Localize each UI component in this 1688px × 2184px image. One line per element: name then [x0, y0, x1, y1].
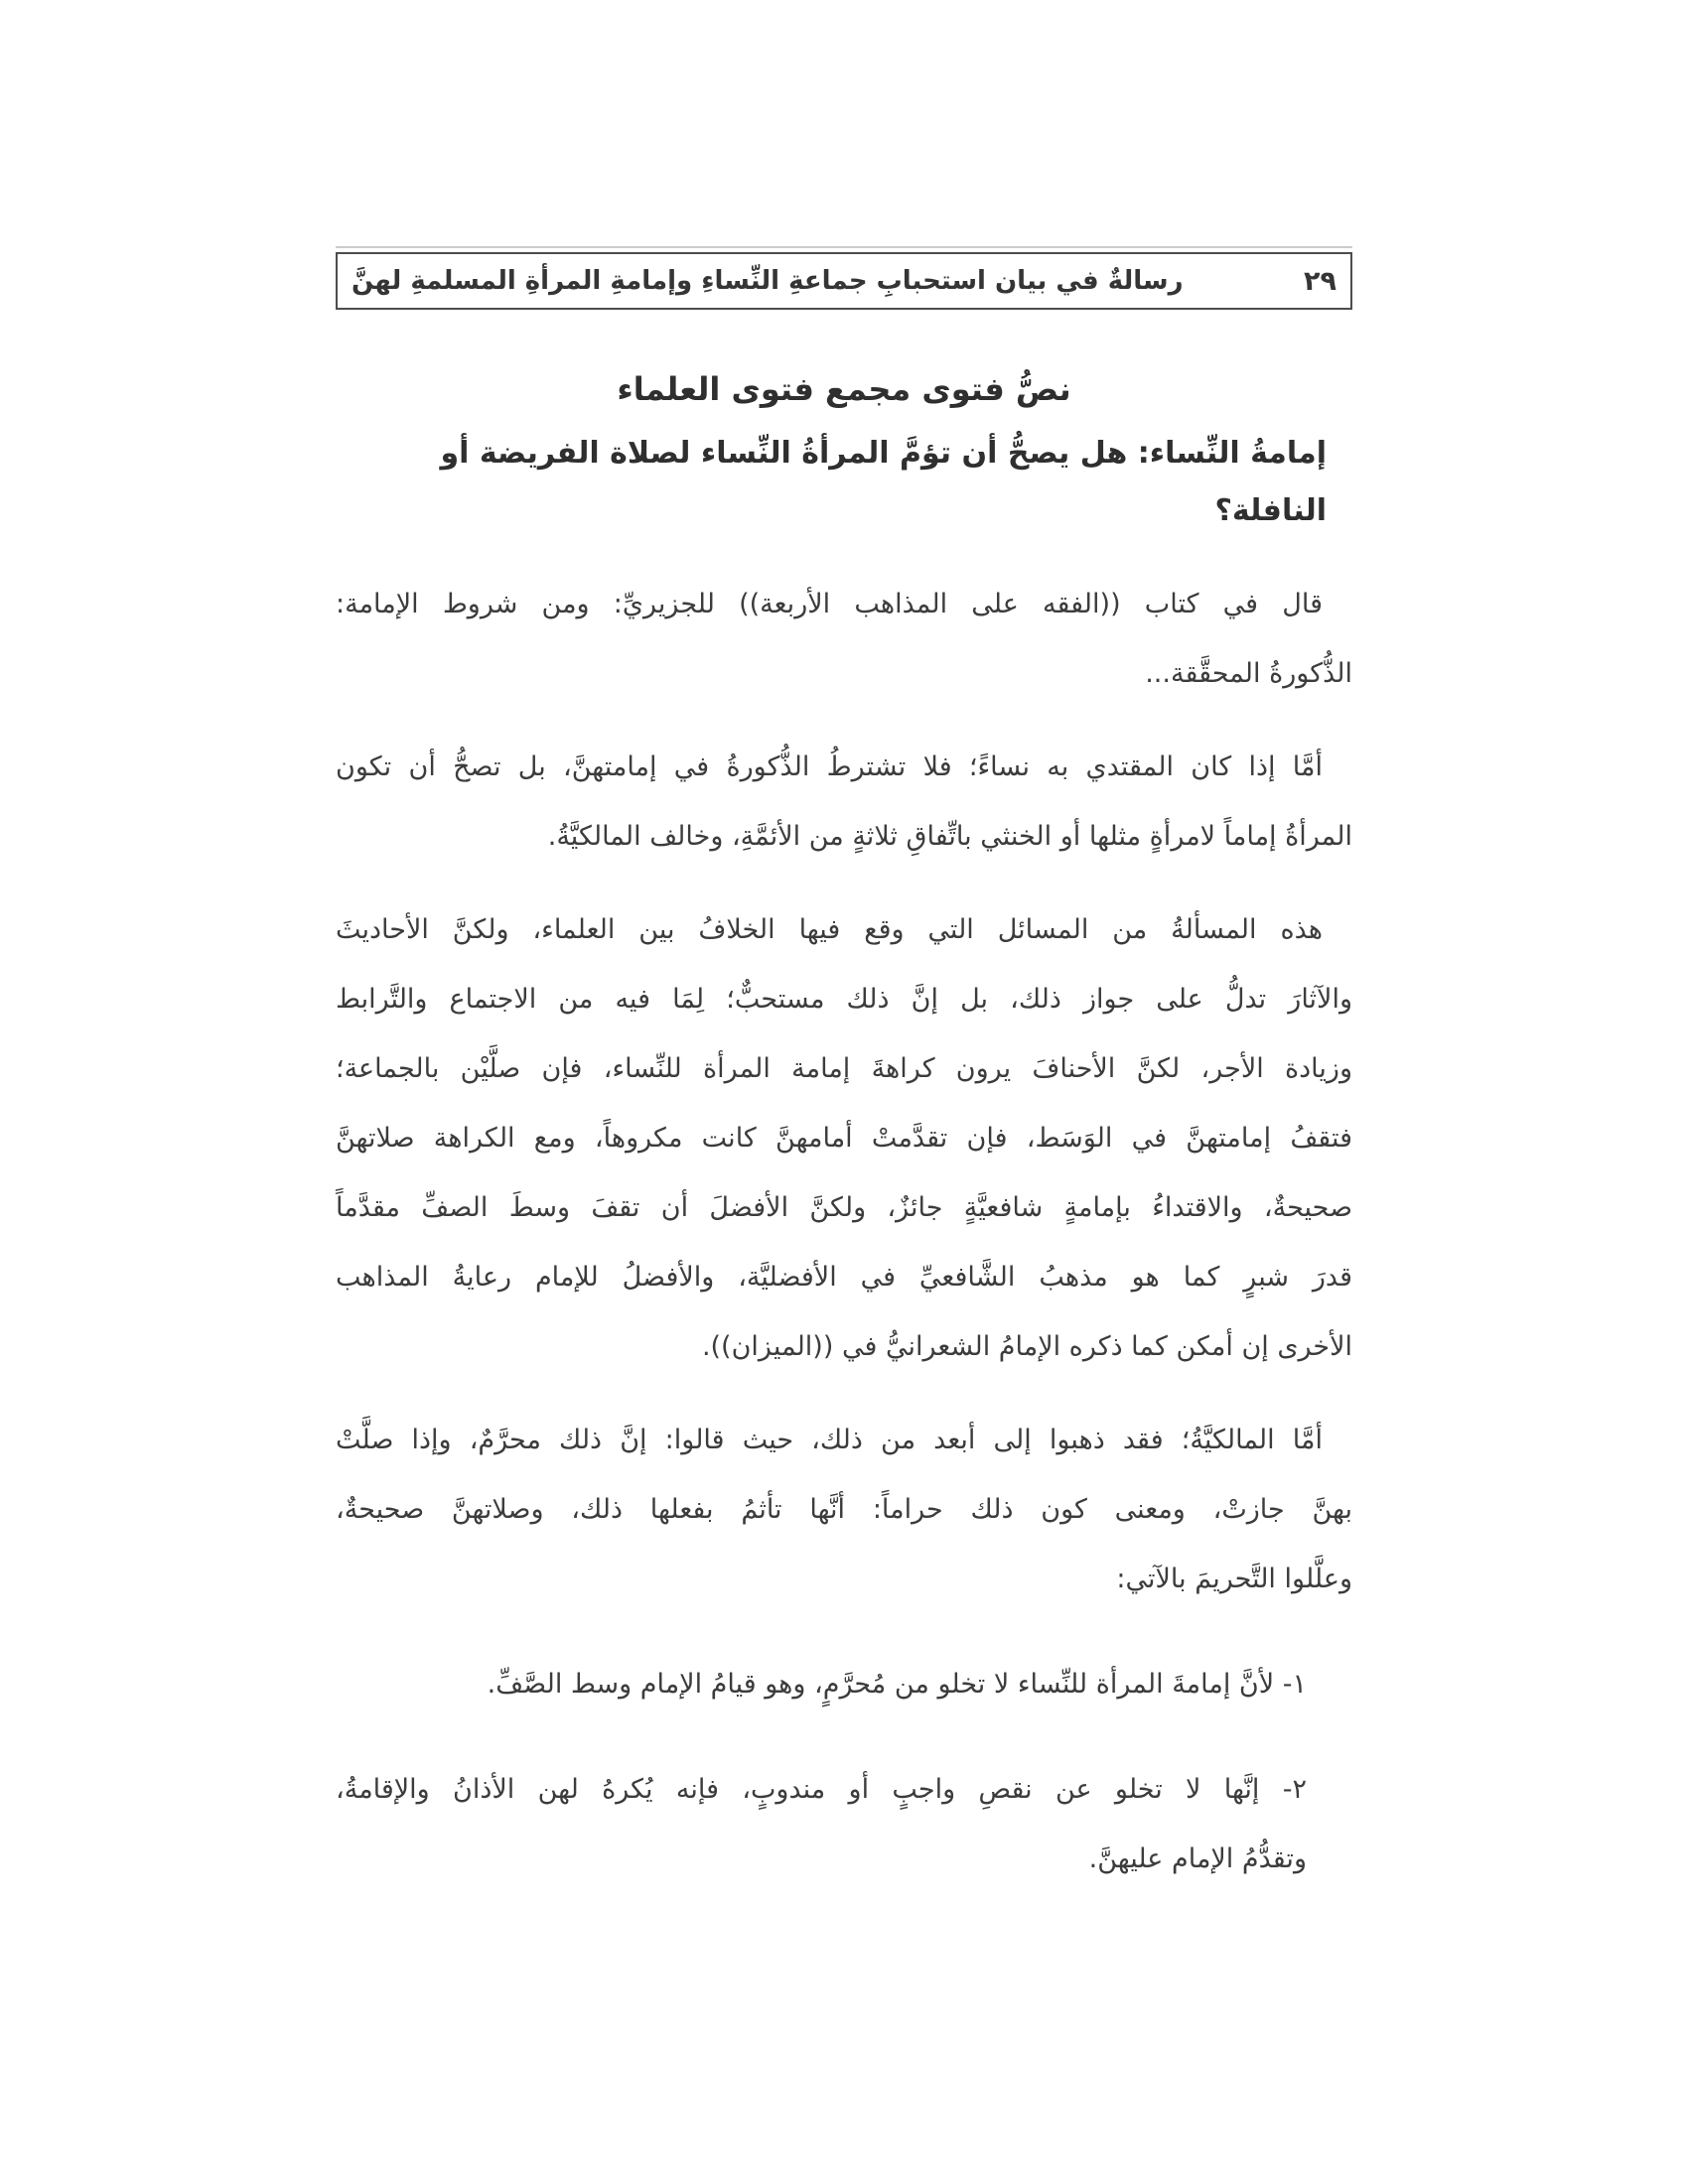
paragraph	[336, 570, 1352, 709]
text-line: الذُّكورةُ المحقَّقة...	[1145, 658, 1352, 689]
text-line: ١- لأنَّ إمامةَ المرأة للنِّساء لا تخلو من مُحرَّمٍ، وهو قيامُ الإمام وسط الصَّفِّ.	[487, 1669, 1307, 1700]
text-line: صحيحةٌ، والاقتداءُ بإمامةٍ شافعيَّةٍ جائزٌ، ولكنَّ الأفضلَ أن تقفَ وسطَ الصفِّ مقدَّماً	[336, 1192, 1352, 1223]
text-line: ٢- إنَّها لا تخلو عن نقصِ واجبٍ أو مندوبٍ، فإنه يُكرهُ لهن الأذانُ والإقامةُ،	[336, 1774, 1307, 1805]
text-line: الأخرى إن أمكن كما ذكره الإمامُ الشعرانيُّ في ((الميزان)).	[701, 1331, 1352, 1362]
text-line: قال في كتاب ((الفقه على المذاهب الأربعة)) للجزيريِّ: ومن شروط الإمامة:	[336, 589, 1323, 619]
text-line: فتقفُ إمامتهنَّ في الوَسَط، فإن تقدَّمتْ أمامهنَّ كانت مكروهاً، ومع الكراهة صلاتهنَّ	[336, 1123, 1352, 1154]
text-line: وتقدُّمُ الإمام عليهنَّ.	[1088, 1843, 1307, 1874]
list-item	[336, 1650, 1352, 1719]
section-question: إمامةُ النِّساء: هل يصحُّ أن تؤمَّ المرأةُ النِّساء لصلاة الفريضة أو النافلة؟	[440, 436, 1327, 528]
page-content	[336, 246, 1352, 1894]
paragraph	[336, 895, 1352, 1382]
page-number: ٢٩	[1304, 265, 1336, 297]
text-line: وعلَّلوا التَّحريمَ بالآتي:	[1116, 1564, 1352, 1594]
text-line: وزيادة الأجر، لكنَّ الأحنافَ يرون كراهةَ إمامة المرأة للنِّساء، فإن صلَّيْن بالجماعة؛	[336, 1053, 1352, 1084]
document-body	[336, 570, 1352, 1894]
text-line: أمَّا المالكيَّةُ؛ فقد ذهبوا إلى أبعد من ذلك، حيث قالوا: إنَّ ذلك محرَّمٌ، وإذا صلَّتْ	[336, 1425, 1323, 1455]
list-item	[336, 1755, 1352, 1894]
paragraph	[336, 1406, 1352, 1614]
text-line: بهنَّ جازتْ، ومعنى كون ذلك حراماً: أنَّها تأثمُ بفعلها ذلك، وصلاتهنَّ صحيحةٌ،	[336, 1494, 1352, 1525]
header-top-rule	[336, 246, 1352, 248]
section-heading: نصُّ فتوى مجمع فتوى العلماء	[617, 370, 1071, 408]
text-line: المرأةُ إماماً لامرأةٍ مثلها أو الخنثي باتِّفاقِ ثلاثةٍ من الأئمَّةِ، وخالف المالكيَّةُ.	[547, 821, 1352, 852]
text-line: قدرَ شبرٍ كما هو مذهبُ الشَّافعيِّ في الأفضليَّة، والأفضلُ للإمام رعايةُ المذاهب	[336, 1262, 1352, 1293]
text-line: أمَّا إذا كان المقتدي به نساءً؛ فلا تشترطُ الذُّكورةُ في إمامتهنَّ، بل تصحُّ أن تكون	[336, 751, 1323, 782]
paragraph	[336, 733, 1352, 872]
text-line: هذه المسألةُ من المسائل التي وقع فيها الخلافُ بين العلماء، ولكنَّ الأحاديثَ	[336, 914, 1323, 945]
running-header	[336, 252, 1352, 310]
text-line: والآثارَ تدلُّ على جواز ذلك، بل إنَّ ذلك مستحبٌّ؛ لِمَا فيه من الاجتماع والتَّرابط	[336, 984, 1352, 1015]
running-header-title: رسالةٌ في بيان استحبابِ جماعةِ النِّساءِ وإمامةِ المرأةِ المسلمةِ لهنَّ	[352, 266, 1184, 296]
